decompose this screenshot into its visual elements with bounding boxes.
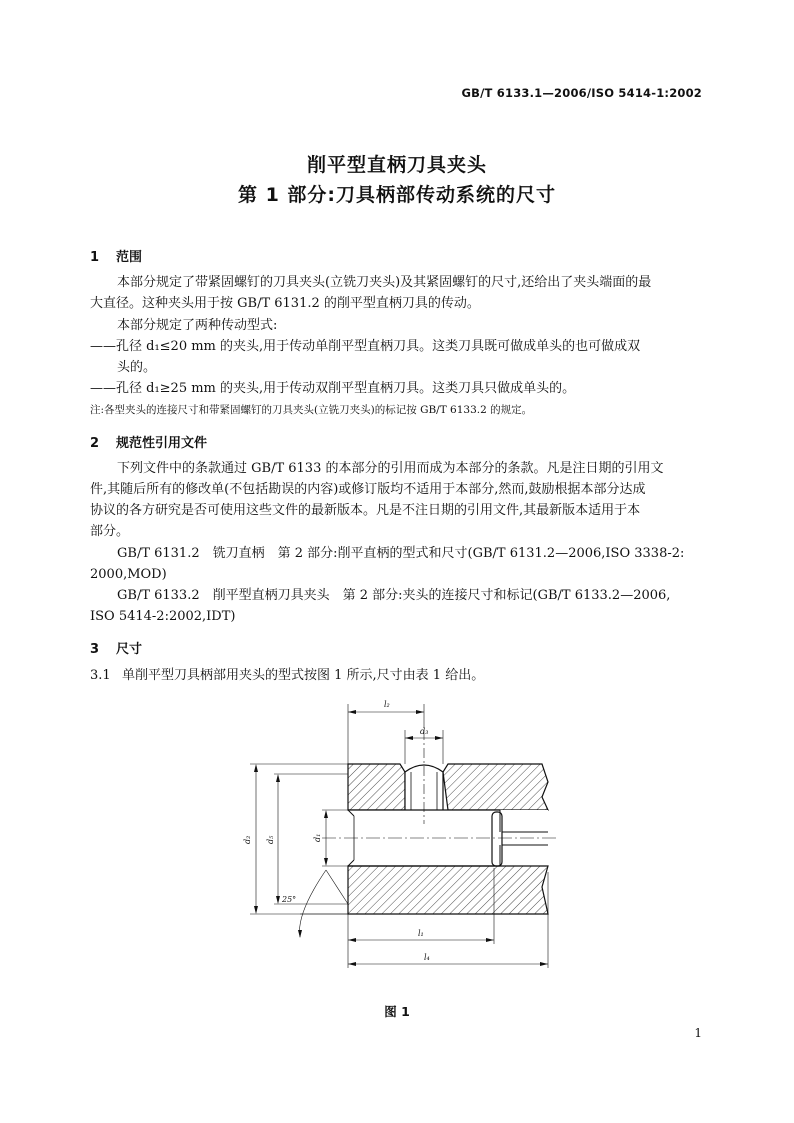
figure-1-drawing	[230, 692, 570, 992]
note: 注:各型夹头的连接尺寸和带紧固螺钉的刀具夹头(立铣刀夹头)的标记按 GB/T 6133.2 的规定。	[90, 404, 533, 416]
lower-body	[348, 866, 548, 914]
reference-line: GB/T 6131.2 铣刀直柄 第 2 部分:削平直柄的型式和尺寸(GB/T 6131.2—2006,ISO 3338-2:	[117, 546, 685, 561]
paragraph-line: 下列文件中的条款通过 GB/T 6133 的本部分的引用而成为本部分的条款。凡是注日期的引用文	[117, 461, 664, 476]
section-number: 1	[90, 250, 100, 265]
section-title: 范围	[116, 250, 143, 265]
doc-title-line1: 削平型直柄刀具夹头	[306, 154, 487, 176]
list-item-line: ——孔径 d₁≥25 mm 的夹头,用于传动双削平型直柄刀具。这类刀具只做成单头的。	[90, 381, 576, 396]
reference-line: GB/T 6133.2 削平型直柄刀具夹头 第 2 部分:夹头的连接尺寸和标记(GB/T 6133.2—2006,	[117, 588, 671, 603]
paragraph-line: 本部分规定了两种传动型式:	[117, 318, 278, 333]
standard-number: GB/T 6133.1—2006/ISO 5414-1:2002	[461, 86, 702, 100]
label-l2: l₂	[384, 700, 390, 709]
figure-caption: 图 1	[384, 1004, 410, 1019]
subsection-text: 单削平型刀具柄部用夹头的型式按图 1 所示,尺寸由表 1 给出。	[122, 668, 485, 683]
label-angle: 25°	[282, 895, 297, 904]
section-title: 尺寸	[116, 642, 143, 657]
label-d2: d₂	[243, 835, 252, 844]
paragraph-line: 大直径。这种夹头用于按 GB/T 6131.2 的削平型直柄刀具的传动。	[90, 296, 480, 311]
section-number: 2	[90, 436, 100, 451]
label-d5: d₅	[266, 835, 275, 844]
label-l1: l₁	[418, 929, 424, 938]
upper-body-right	[443, 764, 548, 810]
paragraph-line: 本部分规定了带紧固螺钉的刀具夹头(立铣刀夹头)及其紧固螺钉的尺寸,还给出了夹头端面的最	[117, 275, 652, 290]
subsection-number: 3.1	[90, 668, 111, 683]
label-d1: d₁	[313, 833, 322, 842]
angle-arc	[300, 870, 326, 937]
reference-line: 2000,MOD)	[90, 567, 167, 582]
section-number: 3	[90, 642, 100, 657]
reference-line: ISO 5414-2:2002,IDT)	[90, 609, 236, 624]
doc-title-line2: 第 1 部分:刀具柄部传动系统的尺寸	[237, 184, 557, 206]
paragraph-line: 件,其随后所有的修改单(不包括勘误的内容)或修订版均不适用于本部分,然而,鼓励根据本部分达成	[90, 482, 646, 497]
list-item-line: ——孔径 d₁≤20 mm 的夹头,用于传动单削平型直柄刀具。这类刀具既可做成单头的也可做成双	[90, 339, 641, 354]
section-3-heading	[90, 638, 142, 657]
paragraph-line: 部分。	[90, 524, 130, 539]
section-title: 规范性引用文件	[116, 436, 208, 451]
upper-body-left	[348, 764, 405, 810]
subsection-3-1	[90, 668, 704, 684]
label-d3: d₃	[420, 727, 429, 736]
label-l4: l₄	[424, 953, 430, 962]
section-1-heading	[90, 246, 142, 265]
page-number: 1	[694, 1026, 702, 1040]
section-2-heading	[90, 432, 207, 451]
paragraph-line: 协议的各方研究是否可使用这些文件的最新版本。凡是不注日期的引用文件,其最新版本适用于本	[90, 503, 641, 518]
list-item-line: 头的。	[117, 360, 157, 375]
